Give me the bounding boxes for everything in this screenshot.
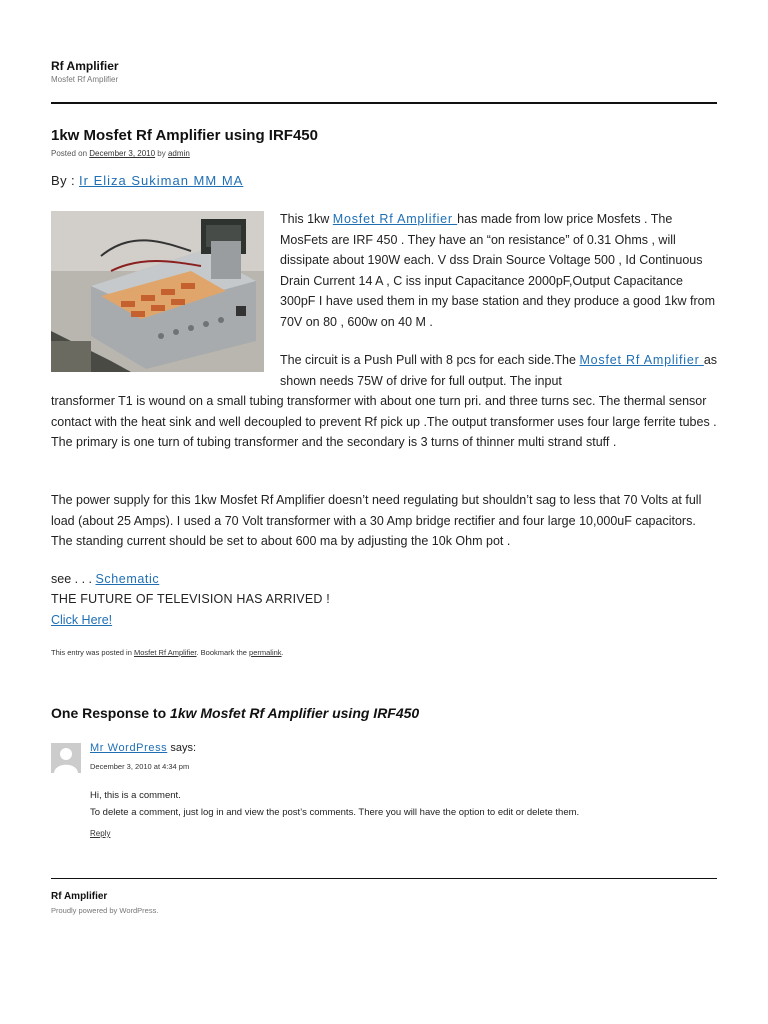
click-here-line — [51, 610, 112, 631]
schematic-line — [51, 569, 159, 590]
reply-link[interactable]: Reply — [90, 829, 111, 838]
circuit-paragraph-top — [280, 350, 720, 391]
mosfet-rf-amplifier-link-2[interactable]: Mosfet Rf Amplifier — [579, 353, 704, 367]
intro-paragraph — [280, 209, 720, 332]
site-description: Mosfet Rf Amplifier — [51, 75, 119, 84]
post-title[interactable]: 1kw Mosfet Rf Amplifier using IRF450 — [51, 127, 318, 144]
comment-author-line — [90, 742, 196, 754]
footer-divider — [51, 878, 717, 879]
header-divider — [51, 102, 717, 104]
circuit-paragraph-rest: transformer T1 is wound on a small tubing transformer with about one turn pri. and three turns sec. The thermal sensor contact with the heat sink and well decoupled to prevent Rf pick up .The output transformer uses four large ferrite tubes . The primary is one turn of tubing transformer and the secondary is 3 turns of thinner multi strand stuff . — [51, 394, 717, 449]
comments-title-post: 1kw Mosfet Rf Amplifier using IRF450 — [170, 705, 420, 721]
post-author-link[interactable]: admin — [167, 149, 190, 158]
permalink-link[interactable]: permalink — [249, 648, 282, 657]
post-date-link[interactable]: December 3, 2010 — [89, 149, 156, 158]
category-link[interactable]: Mosfet Rf Amplifier — [133, 648, 197, 657]
comment-date[interactable]: December 3, 2010 at 4:34 pm — [90, 762, 190, 771]
p1-start: This 1kw — [280, 212, 333, 226]
byline — [51, 173, 243, 188]
comment-text-line-2: To delete a comment, just log in and view the post’s comments. There you will have the option to edit or delete them. — [90, 807, 580, 818]
p1-rest: has made from low price Mosfets . The MosFets are IRF 450 . They have an “on resistance” of 0.31 Ohms , will dissipate about 190W each. V dss Drain Source Voltage 500 , Id Continuous Drain Current 14 A , C iss input Capacitance 2000pF,Output Capacitance 300pF I have used them in my base station and they produce a good 1kw from 70V on 80 , 600w on 40 M . — [280, 212, 715, 329]
schematic-link[interactable]: Schematic — [95, 572, 160, 586]
entry-footer-end: . — [281, 648, 284, 657]
comments-title — [51, 705, 419, 721]
by-label: by — [155, 149, 168, 158]
future-tv-text: THE FUTURE OF TELEVISION HAS ARRIVED ! — [51, 592, 330, 606]
footer-site-title[interactable]: Rf Amplifier — [51, 891, 108, 902]
p2-start: The circuit is a Push Pull with 8 pcs for each side.The — [280, 353, 580, 367]
byline-prefix: By : — [51, 173, 80, 188]
click-here-link[interactable]: Click Here! — [51, 613, 113, 627]
entry-footer-middle: . Bookmark the — [196, 648, 250, 657]
amplifier-photo — [51, 211, 264, 372]
entry-footer-prefix: This entry was posted in — [51, 648, 134, 657]
comment-says: says: — [167, 742, 197, 754]
site-title[interactable]: Rf Amplifier — [51, 59, 119, 73]
footer-credit[interactable]: Proudly powered by WordPress. — [51, 906, 159, 915]
posted-on-label: Posted on — [51, 149, 90, 158]
mosfet-rf-amplifier-link[interactable]: Mosfet Rf Amplifier — [332, 212, 458, 226]
avatar-person-icon — [51, 743, 81, 773]
entry-footer — [51, 648, 284, 657]
avatar — [51, 743, 81, 773]
comment-text-line-1: Hi, this is a comment. — [90, 790, 181, 801]
comments-title-prefix: One Response to — [51, 705, 171, 721]
power-supply-paragraph: The power supply for this 1kw Mosfet Rf Amplifier doesn’t need regulating but shouldn’t sag to less that 70 Volts at full load (about 25 Amps). I used a 70 Volt transformer with a 30 Amp bridge rectifier and four large 10,000uF capacitors. The standing current should be set to about 600 ma by adjusting the 10k Ohm pot . — [51, 493, 702, 548]
comment-author-link[interactable]: Mr WordPress — [90, 742, 168, 754]
post-meta — [51, 149, 190, 158]
byline-author-link[interactable]: Ir Eliza Sukiman MM MA — [79, 173, 244, 188]
p2-after-link: as shown needs 75W of drive for full output. The input — [280, 353, 718, 388]
see-prefix: see . . . — [51, 572, 96, 586]
